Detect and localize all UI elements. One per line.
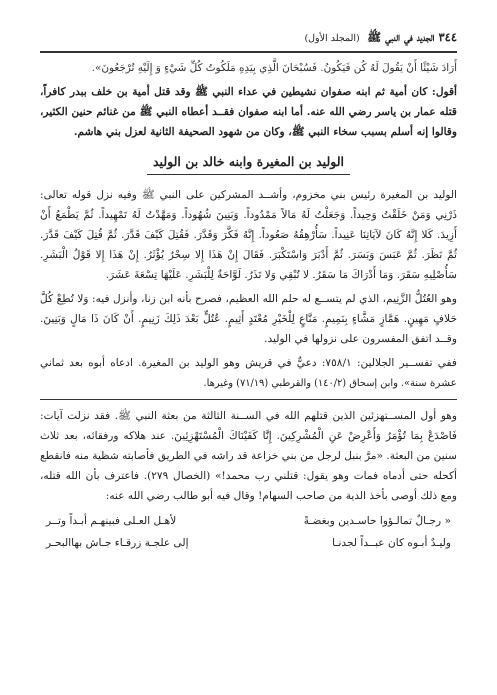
- paragraph-mockers: وهو أول المســتهزئين الذين قتلهم الله في الســنة الثالثة من بعثة النبي ﷺ. فقد نزلت آيات: فَاصْدَعْ بِمَا تُؤْمَرُ وَأَعْرِضْ عَنِ الْمُشْرِكِينَ. إِنَّا كَفَيْنَاكَ الْمُسْتَهْزِئِينَ. عند هلاكه ورفقائه، بعد ثلاث سنين من البعثة. «مرَّ بنبل لرجل من بني خزاعة قد راشه في الطريق فأصابته شظية منه فانقطع أكحله حتى أدماه فمات وهو يقول: قتلني رب محمد!» (الخصال ٢٧٩). فاعترف بأن الله قتله، ومع ذلك أوصى بأخذ الدية من صاحب السهام! وقال فيه أبو طالب رضي الله عنه:: [40, 410, 457, 502]
- poem-line-2: [40, 532, 457, 554]
- divider: [40, 399, 457, 400]
- tafsir-citation: سنة». وابن إسحاق (١٤٠/٢) والقرطبي (٧١/١٩) وغيرها.: [203, 378, 427, 389]
- volume-label: (المجلد الأول): [304, 33, 360, 44]
- poem-line-1: [40, 510, 457, 532]
- paragraph-zanim: وهو العُتُلُّ الزَّنِيم، الذي لم يتســع له حلم الله العظيم، فصرح بأنه ابن زنا، وأنزل فيه: وَلا تُطِعْ كُلَّ حَلافٍ مَهِينٍ. هَمَّازٍ مَشَّاءٍ بِنَمِيمٍ. مَنَّاعٍ لِلْخَيْرِ مُعْتَدٍ أَثِيمٍ. عُتُلٍّ بَعْدَ ذَلِكَ زَنِيمٍ. أَنْ كَانَ ذَا مَالٍ وَبَنِينَ. وقــد اتفق المفسرون على نزولها في الوليد.: [40, 293, 457, 345]
- poem-line-1-left: لأهـل العـلى فبينهـم أبـداً وتــر: [46, 515, 177, 527]
- section-heading-text: الوليد بن المغيرة وابنه خالد بن الوليد: [147, 152, 350, 175]
- poem-line-2-left: إلى علجـة زرقـاء جـاش بهاالبحـر: [46, 537, 189, 549]
- paragraph-tafsir: [40, 353, 457, 393]
- page-header: [40, 30, 457, 53]
- poem-line-1-right: « رجـالٌ تمالـؤوا حاسـدين وبغضـةً: [303, 515, 451, 527]
- running-title-group: [304, 30, 457, 47]
- running-title: ٣٤٤ الجديد في النبي ﷺ: [367, 30, 457, 44]
- section-heading: [40, 152, 457, 175]
- tafsir-main-text: ففي تفســير الجلالين: ٧٥٨/١: دعيٌّ في قريش وهو الوليد بن المغيرة. ادعاه أبوه بعد ثماني عشرة: [40, 357, 457, 389]
- poem-line-2-right: وليـدٌ أبـوه كان عبــداً لجدنـا: [332, 537, 451, 549]
- paragraph-walid: الوليد بن المغيرة رئيس بني مخزوم، وأشــد المشركين على النبي ﷺ وفيه نزل قوله تعالى: ذَرْنِي وَمَنْ خَلَقْتُ وَحِيداً. وَجَعَلْتُ لَهُ مَالاً مَمْدُوداً. وَبَنِينَ شُهُوداً. وَمَهَّدْتُ لَهُ تَمْهِيداً. ثُمَّ يَطْمَعُ أَنْ أَزِيدَ. كَلا إِنَّهُ كَانَ لآيَاتِنَا عَنِيداً. سَأُرْهِقُهُ صَعُوداً. إِنَّهُ فَكَّرَ وَقَدَّرَ. فَقُتِلَ كَيْفَ قَدَّرَ. ثُمَّ قُتِلَ كَيْفَ قَدَّرَ. ثُمَّ نَظَرَ. ثُمَّ عَبَسَ وَبَسَرَ. ثُمَّ أَدْبَرَ وَاسْتَكْبَرَ. فَقَالَ إِنْ هَذَا إِلا سِحْرٌ يُؤْثَرُ. إِنْ هَذَا إِلا قَوْلُ الْبَشَرِ. سَأُصْلِيهِ سَقَرَ. وَمَا أَدْرَاكَ مَا سَقَرُ. لا تُبْقِي وَلا تَذَرُ. لَوَّاحَةٌ لِلْبَشَرِ. عَلَيْهَا تِسْعَةَ عَشَرَ.: [40, 189, 457, 281]
- quran-quote: أَرَادَ شَيْئًا أَنْ يَقُولَ لَهُ كُن فَيَكُونُ. فَسُبْحَانَ الَّذِي بِيَدِهِ مَلَكُوتُ كُلِّ شَيْءٍ وَ إِلَيْهِ تُرْجَعُونَ».: [91, 62, 457, 74]
- page-body: [40, 58, 457, 554]
- paragraph-commentary: أقول: كان أمية ثم ابنه صفوان نشيطين في عداء النبي ﷺ وقد قتل أمية بن خلف ببدر كافراً، قتله عمار بن ياسر رضي الله عنه. أما ابنه صفوان فقــد أعطاه النبي ﷺ من غنائم حنين الكثير، وقالوا إنه أسلم بسبب سخاء النبي ﷺ، وكان من شهود الصحيفة الثانية لعزل بني هاشم.: [40, 86, 457, 138]
